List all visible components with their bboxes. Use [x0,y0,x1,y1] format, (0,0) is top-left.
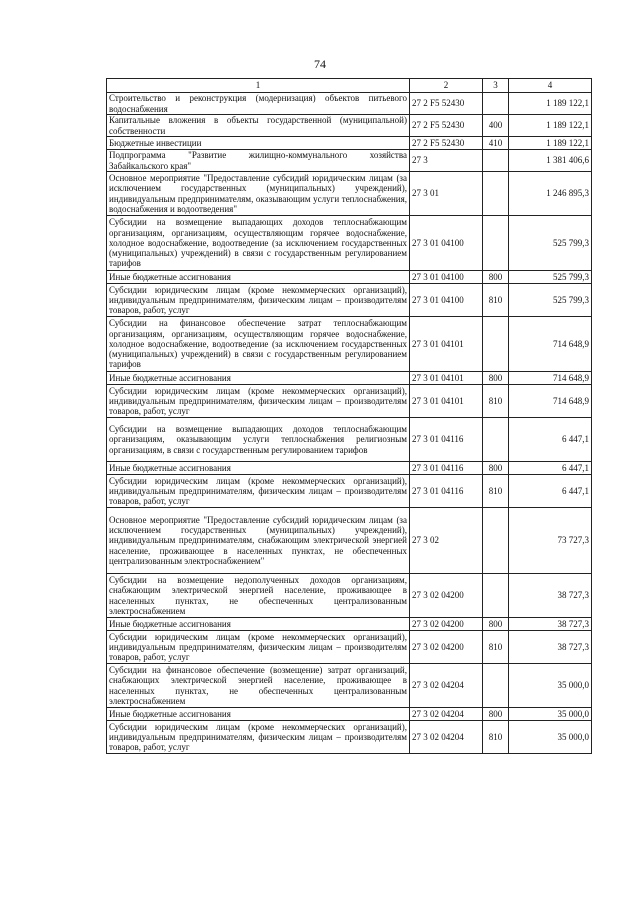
row-amount-cell: 38 727,3 [509,631,592,664]
row-vr-cell: 800 [483,271,509,284]
row-vr-cell [483,216,509,271]
row-vr-cell: 810 [483,721,509,754]
row-name-cell: Бюджетные инвестиции [107,137,410,150]
row-amount-cell: 6 447,1 [509,418,592,462]
row-vr-cell: 800 [483,708,509,721]
row-amount-cell: 525 799,3 [509,284,592,317]
column-header-3: 3 [483,79,509,93]
row-code-cell: 27 2 F5 52430 [410,93,483,115]
row-name-cell: Иные бюджетные ассигнования [107,708,410,721]
row-vr-cell: 810 [483,385,509,418]
row-amount-cell: 35 000,0 [509,664,592,708]
table-row [107,418,592,462]
row-name-cell: Основное мероприятие "Предоставление субсидий юридическим лицам (за исключением государственных (муниципальных) учреждений), индивидуальным предпринимателям, снабжающим электрической энергией население, проживающее в населенных пунктах, не обеспеченных централизованным электроснабжением" [107,508,410,574]
row-vr-cell [483,317,509,372]
row-amount-cell: 1 246 895,3 [509,172,592,216]
row-name-cell: Иные бюджетные ассигнования [107,618,410,631]
table-row [107,271,592,284]
row-vr-cell [483,574,509,618]
row-vr-cell: 800 [483,372,509,385]
row-amount-cell: 1 189 122,1 [509,137,592,150]
row-code-cell: 27 3 [410,150,483,172]
row-name-cell: Субсидии юридическим лицам (кроме некоммерческих организаций), индивидуальным предпринимателям, физическим лицам – производителям товаров, работ, услуг [107,631,410,664]
row-amount-cell: 525 799,3 [509,271,592,284]
row-name-cell: Субсидии на финансовое обеспечение (возмещение) затрат организаций, снабжающих электрической энергией население, проживающее в населенных пунктах, не обеспеченных централизованным электроснабжением [107,664,410,708]
table-row [107,475,592,508]
row-amount-cell: 38 727,3 [509,618,592,631]
row-vr-cell: 810 [483,631,509,664]
row-vr-cell: 410 [483,137,509,150]
row-code-cell: 27 3 02 04204 [410,708,483,721]
row-code-cell: 27 2 F5 52430 [410,137,483,150]
row-amount-cell: 35 000,0 [509,721,592,754]
row-vr-cell: 810 [483,284,509,317]
row-name-cell: Субсидии юридическим лицам (кроме некоммерческих организаций), индивидуальным предпринимателям, физическим лицам – производителям товаров, работ, услуг [107,721,410,754]
table-row [107,508,592,574]
row-name-cell: Подпрограмма "Развитие жилищно-коммунального хозяйства Забайкальского края" [107,150,410,172]
row-amount-cell: 6 447,1 [509,475,592,508]
row-name-cell: Капитальные вложения в объекты государственной (муниципальной) собственности [107,115,410,137]
row-code-cell: 27 3 01 04101 [410,385,483,418]
table-row [107,150,592,172]
row-name-cell: Субсидии юридическим лицам (кроме некоммерческих организаций), индивидуальным предпринимателям, физическим лицам – производителям товаров, работ, услуг [107,284,410,317]
table-row [107,284,592,317]
row-vr-cell [483,418,509,462]
row-amount-cell: 35 000,0 [509,708,592,721]
table-row [107,216,592,271]
table-row [107,115,592,137]
table-row [107,172,592,216]
column-header-1: 1 [107,79,410,93]
row-name-cell: Иные бюджетные ассигнования [107,372,410,385]
row-code-cell: 27 3 02 04200 [410,574,483,618]
table-row [107,708,592,721]
row-code-cell: 27 3 02 04204 [410,721,483,754]
row-vr-cell [483,664,509,708]
row-amount-cell: 525 799,3 [509,216,592,271]
table-row [107,631,592,664]
row-vr-cell [483,150,509,172]
row-code-cell: 27 3 01 04100 [410,271,483,284]
row-code-cell: 27 3 02 [410,508,483,574]
row-name-cell: Субсидии на финансовое обеспечение затрат теплоснабжающим организациям, организациям, осуществляющим горячее водоснабжение, холодное водоснабжение, водоотведение (за исключением государственных (муниципальных) учреждений) в связи с государственным регулированием тарифов [107,317,410,372]
row-code-cell: 27 3 01 04116 [410,418,483,462]
budget-table [106,78,592,754]
row-vr-cell: 800 [483,618,509,631]
table-row [107,93,592,115]
row-amount-cell: 38 727,3 [509,574,592,618]
row-vr-cell [483,172,509,216]
row-name-cell: Иные бюджетные ассигнования [107,271,410,284]
row-amount-cell: 714 648,9 [509,317,592,372]
row-code-cell: 27 3 01 04116 [410,462,483,475]
row-code-cell: 27 3 02 04200 [410,618,483,631]
row-code-cell: 27 3 01 04100 [410,284,483,317]
row-name-cell: Субсидии на возмещение выпадающих доходов теплоснабжающим организациям, оказывающим услуги теплоснабжения религиозным организациям, в связи с государственным регулированием тарифов [107,418,410,462]
table-row [107,385,592,418]
row-name-cell: Строительство и реконструкция (модернизация) объектов питьевого водоснабжения [107,93,410,115]
row-code-cell: 27 3 01 04100 [410,216,483,271]
column-header-2: 2 [410,79,483,93]
row-amount-cell: 714 648,9 [509,385,592,418]
row-name-cell: Субсидии юридическим лицам (кроме некоммерческих организаций), индивидуальным предпринимателям, физическим лицам – производителям товаров, работ, услуг [107,385,410,418]
row-amount-cell: 714 648,9 [509,372,592,385]
row-vr-cell: 400 [483,115,509,137]
row-name-cell: Субсидии на возмещение выпадающих доходов теплоснабжающим организациям, организациям, осуществляющим горячее водоснабжение, холодное водоснабжение, водоотведение (за исключением государственных (муниципальных) учреждений) в связи с государственным регулированием тарифов [107,216,410,271]
page-number: 74 [314,57,326,71]
table-row [107,618,592,631]
row-name-cell: Субсидии на возмещение недополученных доходов организациям, снабжающим электрической энергией население, проживающее в населенных пунктах, не обеспеченных централизованным электроснабжением [107,574,410,618]
row-amount-cell: 6 447,1 [509,462,592,475]
row-code-cell: 27 3 01 04101 [410,317,483,372]
row-vr-cell [483,93,509,115]
row-code-cell: 27 3 01 04101 [410,372,483,385]
table-row [107,462,592,475]
table-row [107,574,592,618]
row-code-cell: 27 3 01 04116 [410,475,483,508]
table-row [107,317,592,372]
row-code-cell: 27 2 F5 52430 [410,115,483,137]
row-name-cell: Иные бюджетные ассигнования [107,462,410,475]
row-name-cell: Основное мероприятие "Предоставление субсидий юридическим лицам (за исключением государственных (муниципальных) учреждений), индивидуальным предпринимателям, оказывающим услуги теплоснабжения, водоснабжения и водоотведения" [107,172,410,216]
row-vr-cell: 800 [483,462,509,475]
row-amount-cell: 1 381 406,6 [509,150,592,172]
row-amount-cell: 1 189 122,1 [509,115,592,137]
row-amount-cell: 1 189 122,1 [509,93,592,115]
table-row [107,664,592,708]
table-row [107,721,592,754]
row-vr-cell [483,508,509,574]
table-row [107,372,592,385]
row-code-cell: 27 3 02 04204 [410,664,483,708]
row-code-cell: 27 3 02 04200 [410,631,483,664]
row-vr-cell: 810 [483,475,509,508]
row-name-cell: Субсидии юридическим лицам (кроме некоммерческих организаций), индивидуальным предпринимателям, физическим лицам – производителям товаров, работ, услуг [107,475,410,508]
row-amount-cell: 73 727,3 [509,508,592,574]
column-header-4: 4 [509,79,592,93]
table-row [107,137,592,150]
row-code-cell: 27 3 01 [410,172,483,216]
header-row [107,79,592,93]
table-body [107,93,592,754]
